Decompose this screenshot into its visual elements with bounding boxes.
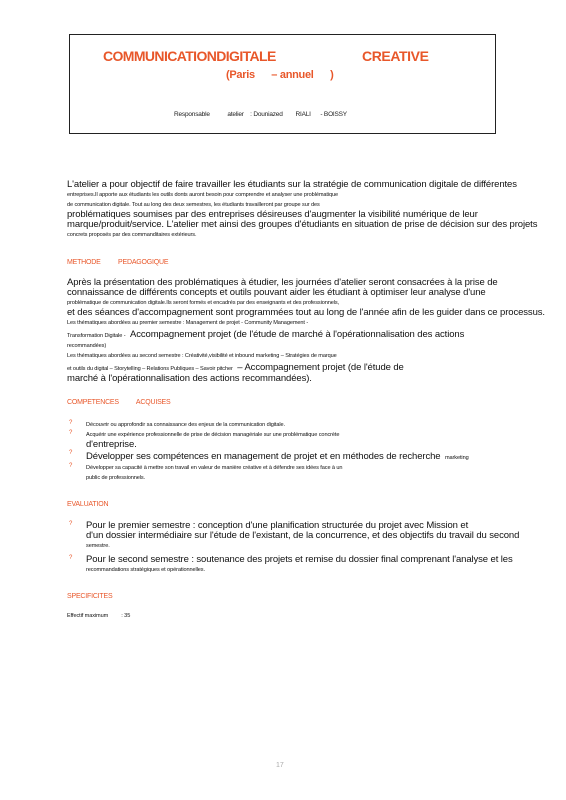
list-item-text bbox=[86, 450, 549, 463]
section-heading-specificites: SPECIFICITES bbox=[67, 593, 113, 600]
themes-s1-small: Transformation Digitale - bbox=[67, 333, 126, 339]
themes-s1-large: Accompagnement projet (de l'étude de marché à l'opérationnalisation des actions bbox=[130, 329, 465, 340]
section-heading-competences: COMPETENCES ACQUISES bbox=[67, 399, 171, 406]
list-item-text: Acquérir une expérience professionnelle de prise de décision managériale sur une problématique concrète bbox=[86, 432, 340, 438]
themes-s2-large: – Accompagnement projet (de l'étude de bbox=[237, 362, 404, 373]
list-item bbox=[67, 420, 549, 430]
list-item bbox=[67, 555, 549, 575]
list-item-text: recommandations stratégiques et opérationnelles. bbox=[86, 567, 205, 573]
intro-line: concrets proposés par des commanditaires extérieurs. bbox=[67, 232, 197, 238]
bullet-icon: ? bbox=[69, 555, 73, 561]
list-item bbox=[67, 430, 549, 450]
list-item-text: Pour le premier semestre : conception d'une planification structurée du projet avec Mission et bbox=[86, 520, 469, 531]
themes-s2-line: marché à l'opérationnalisation des actions recommandées). bbox=[67, 373, 312, 384]
intro-line: L'atelier a pour objectif de faire travailler les étudiants sur la stratégie de communication digitale de différentes bbox=[67, 179, 517, 190]
list-item bbox=[67, 450, 549, 463]
intro-paragraph bbox=[67, 180, 549, 240]
section-heading-evaluation: EVALUATION bbox=[67, 501, 109, 508]
themes-s1-line: recommandées) bbox=[67, 343, 107, 349]
themes-s1-line: Les thématiques abordées au premier semestre : Management de projet - Community Management - bbox=[67, 320, 309, 326]
bullet-icon: ? bbox=[69, 420, 73, 426]
bullet-icon: ? bbox=[69, 450, 73, 456]
list-item-text: Développer sa capacité à mettre son travail en valeur de manière créative et à défendre ses idées face à un bbox=[86, 465, 343, 471]
effectif-maximum: Effectif maximum : 35 bbox=[67, 613, 131, 619]
bullet-icon: ? bbox=[69, 463, 73, 469]
list-item-small: marketing bbox=[444, 455, 469, 461]
themes-s1-line bbox=[67, 328, 549, 341]
intro-line: marque/produit/service. L'atelier met ainsi des groupes d'étudiants en situation de prise de décision sur des projets bbox=[67, 219, 538, 230]
list-item-text: Pour le second semestre : soutenance des projets et remise du dossier final comprenant l'analyse et les bbox=[86, 554, 513, 565]
list-item-text: public de professionnels. bbox=[86, 475, 146, 481]
main-content bbox=[67, 180, 549, 621]
title-creative: CREATIVE bbox=[362, 48, 429, 64]
title-communication-digitale: COMMUNICATIONDIGITALE bbox=[103, 48, 276, 64]
section-heading-methode: METHODE PEDAGOGIQUE bbox=[67, 259, 169, 266]
page-number: 17 bbox=[276, 762, 284, 769]
themes-s2-line: Les thématiques abordées au second semestre : Créativité,visibilité et inbound marketing – Stratégies de marque bbox=[67, 353, 337, 359]
intro-line: entreprises.Il apporte aux étudiants les outils donts auront besoin pour comprendre et analyser une problématique bbox=[67, 192, 339, 198]
title-box bbox=[69, 34, 496, 134]
intro-line: de communication digitale. Tout au long des deux semestres, les étudiants travailleront par groupe sur des bbox=[67, 202, 320, 208]
methode-paragraph bbox=[67, 278, 549, 384]
intro-line: problématiques soumises par des entreprises désireuses d'augmenter la visibilité numérique de leur bbox=[67, 209, 478, 220]
list-item-text: d'entreprise. bbox=[86, 439, 137, 450]
subtitle-paris-annuel: (Paris – annuel ) bbox=[226, 69, 334, 81]
methode-line: Après la présentation des problématiques à étudier, les journées d'atelier seront consacrées à la prise de bbox=[67, 277, 498, 288]
bullet-icon: ? bbox=[69, 430, 73, 436]
bullet-icon: ? bbox=[69, 521, 73, 527]
themes-s2-small: et outils du digital – Storytelling – Relations Publiques – Savoir pitcher bbox=[67, 366, 233, 372]
responsable-line: Responsable atelier : Douniazed RIALI - BOISSY bbox=[174, 111, 347, 118]
list-item bbox=[67, 463, 549, 483]
methode-line: et des séances d'accompagnement sont programmées tout au long de l'année afin de les guider dans ce processus. bbox=[67, 307, 545, 318]
list-item-large: Développer ses compétences en management de projet et en méthodes de recherche bbox=[86, 451, 441, 462]
list-item-text: d'un dossier intermédiaire sur l'étude de l'existant, de la concurrence, et des objectifs du travail du second bbox=[86, 530, 520, 541]
methode-line: problématique de communication digitale.Ils seront formés et encadrés par des enseignants et des professionnels, bbox=[67, 300, 340, 306]
evaluation-list bbox=[67, 521, 549, 575]
methode-line: connaissance de différents concepts et outils pouvant aider les étudiant à optimiser leur analyse d'une bbox=[67, 287, 486, 298]
list-item bbox=[67, 521, 549, 551]
list-item-text: Découvrir ou approfondir sa connaissance des enjeux de la communication digitale. bbox=[86, 422, 285, 428]
list-item-text: semestre. bbox=[86, 543, 110, 549]
competences-list bbox=[67, 420, 549, 483]
